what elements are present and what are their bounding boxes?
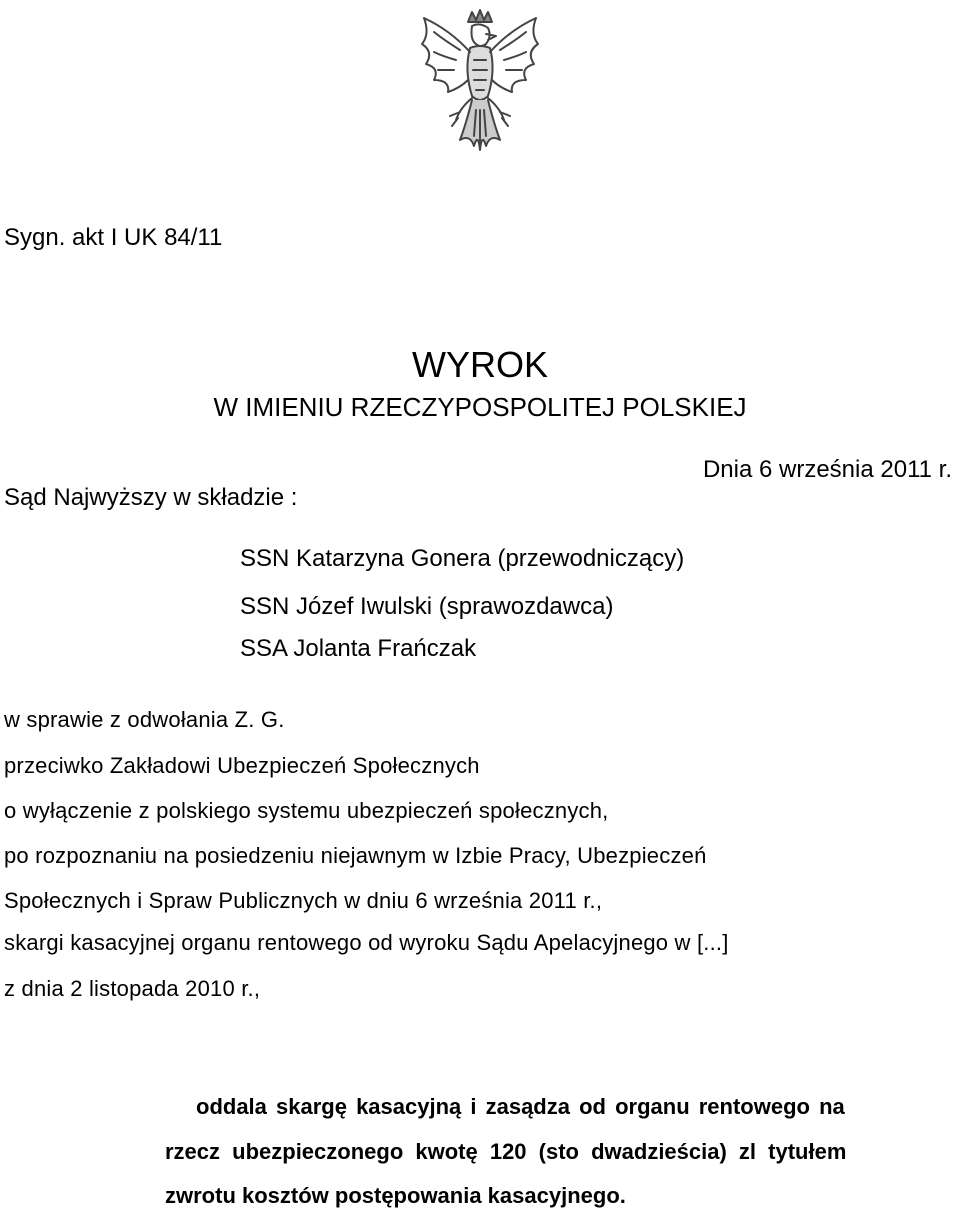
case-line: z dnia 2 listopada 2010 r., [4,976,261,1001]
polish-eagle-emblem-icon [400,0,560,170]
case-line: skargi kasacyjnej organu rentowego od wyroku Sądu Apelacyjnego w [...] [4,930,729,955]
judge-member: SSA Jolanta Frańczak [240,635,477,662]
case-line: przeciwko Zakładowi Ubezpieczeń Społecznych [4,753,480,778]
case-signature: Sygn. akt I UK 84/11 [4,224,223,251]
verdict-line: oddala skargę kasacyjną i zasądza od organu rentowego na [196,1094,845,1119]
document-subtitle: W IMIENIU RZECZYPOSPOLITEJ POLSKIEJ [213,392,747,422]
judgment-date: Dnia 6 września 2011 r. [702,456,952,483]
verdict-line: zwrotu kosztów postępowania kasacyjnego. [165,1183,626,1208]
judge-presiding: SSN Katarzyna Gonera (przewodniczący) [240,545,685,572]
case-line: o wyłączenie z polskiego systemu ubezpieczeń społecznych, [4,798,609,823]
court-composition-label: Sąd Najwyższy w składzie : [4,484,298,511]
verdict-line: rzecz ubezpieczonego kwotę 120 (sto dwadzieścia) zl tytułem [165,1139,847,1164]
case-line: Społecznych i Spraw Publicznych w dniu 6 września 2011 r., [4,888,603,913]
case-line: w sprawie z odwołania Z. G. [4,707,285,732]
document-title: WYROK [411,344,548,385]
case-line: po rozpoznaniu na posiedzeniu niejawnym w Izbie Pracy, Ubezpieczeń [4,843,707,868]
judge-rapporteur: SSN Józef Iwulski (sprawozdawca) [240,593,614,620]
